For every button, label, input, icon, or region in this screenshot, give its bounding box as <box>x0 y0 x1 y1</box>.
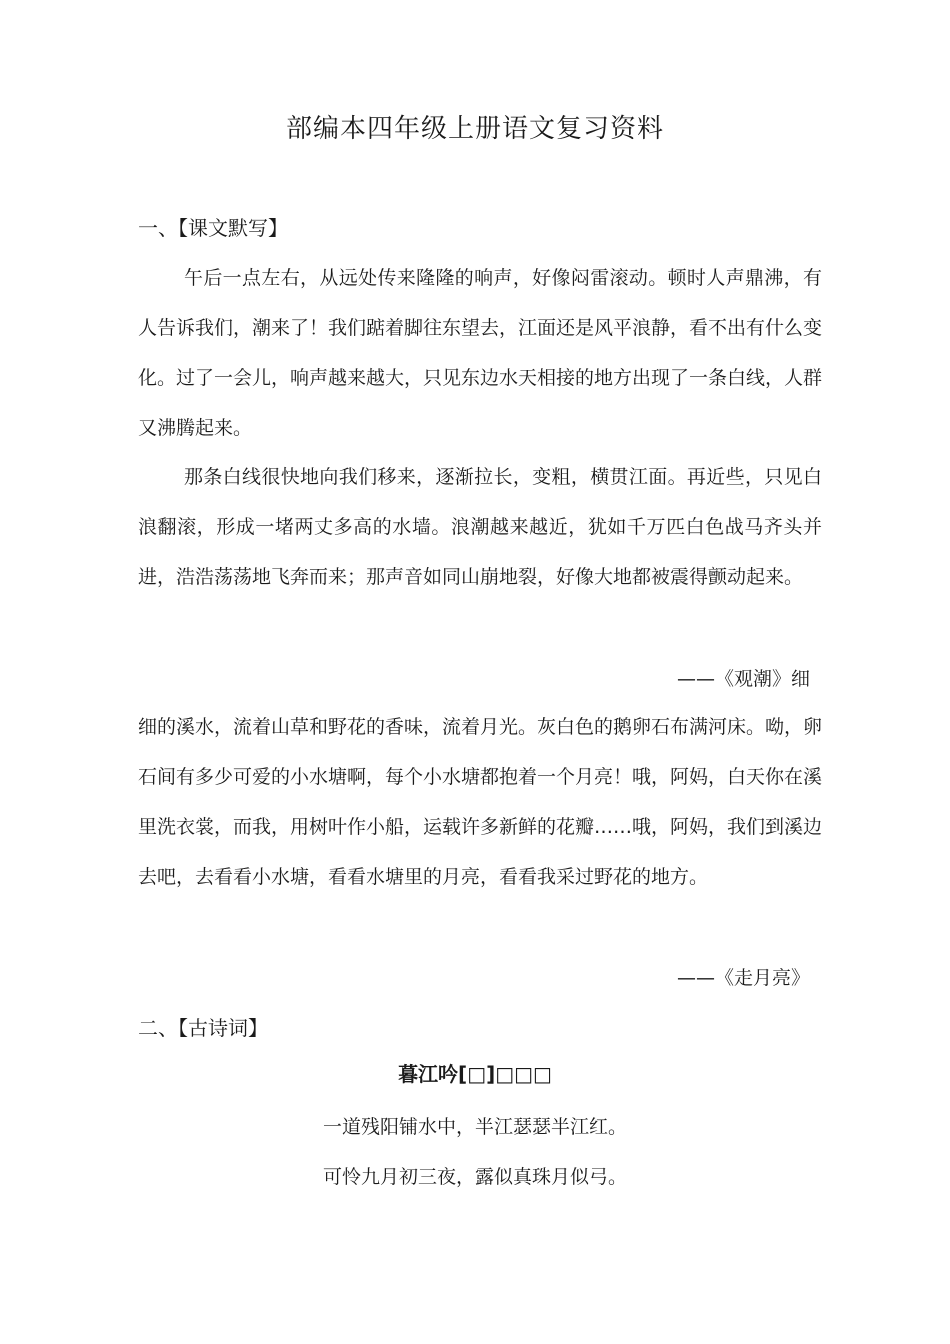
poem-line: 可怜九月初三夜，露似真珠月似弓。 <box>322 1166 627 1188</box>
section-heading-poetry: 二、【古诗词】 <box>138 1016 268 1040</box>
poem-title: 暮江吟[□]□□□ <box>398 1062 552 1086</box>
paragraph-zouyueliang: 细的溪水，流着山草和野花的香味，流着月光。灰白色的鹅卵石布满河床。呦，卵石间有多少可爱的小水塘啊，每个小水塘都抱着一个月亮！哦，阿妈，白天你在溪里洗衣裳，而我，用树叶作小船，运载许多新鲜的花瓣……哦，阿妈，我们到溪边去吧，去看看小水塘，看看水塘里的月亮，看看我采过野花的地方。 <box>138 716 823 888</box>
paragraph-guanchao-1: 午后一点左右，从远处传来隆隆的响声，好像闷雷滚动。顿时人声鼎沸，有人告诉我们，潮来了！我们踮着脚往东望去，江面还是风平浪静，看不出有什么变化。过了一会儿，响声越来越大，只见东边水天相接的地方出现了一条白线，人群又沸腾起来。 <box>138 267 823 439</box>
paragraph-guanchao-2: 那条白线很快地向我们移来，逐渐拉长，变粗，横贯江面。再近些，只见白浪翻滚，形成一堵两丈多高的水墙。浪潮越来越近，犹如千万匹白色战马齐头并进，浩浩荡荡地飞奔而来；那声音如同山崩地裂，好像大地都被震得颤动起来。 <box>138 466 822 588</box>
document-title: 部编本四年级上册语文复习资料 <box>285 114 664 144</box>
section-heading-recitation: 一、【课文默写】 <box>138 216 288 240</box>
source-guanchao: ——《观潮》细 <box>676 668 810 690</box>
source-zouyueliang: ——《走月亮》 <box>676 967 810 989</box>
poem-line: 一道残阳铺水中，半江瑟瑟半江红。 <box>322 1116 627 1138</box>
